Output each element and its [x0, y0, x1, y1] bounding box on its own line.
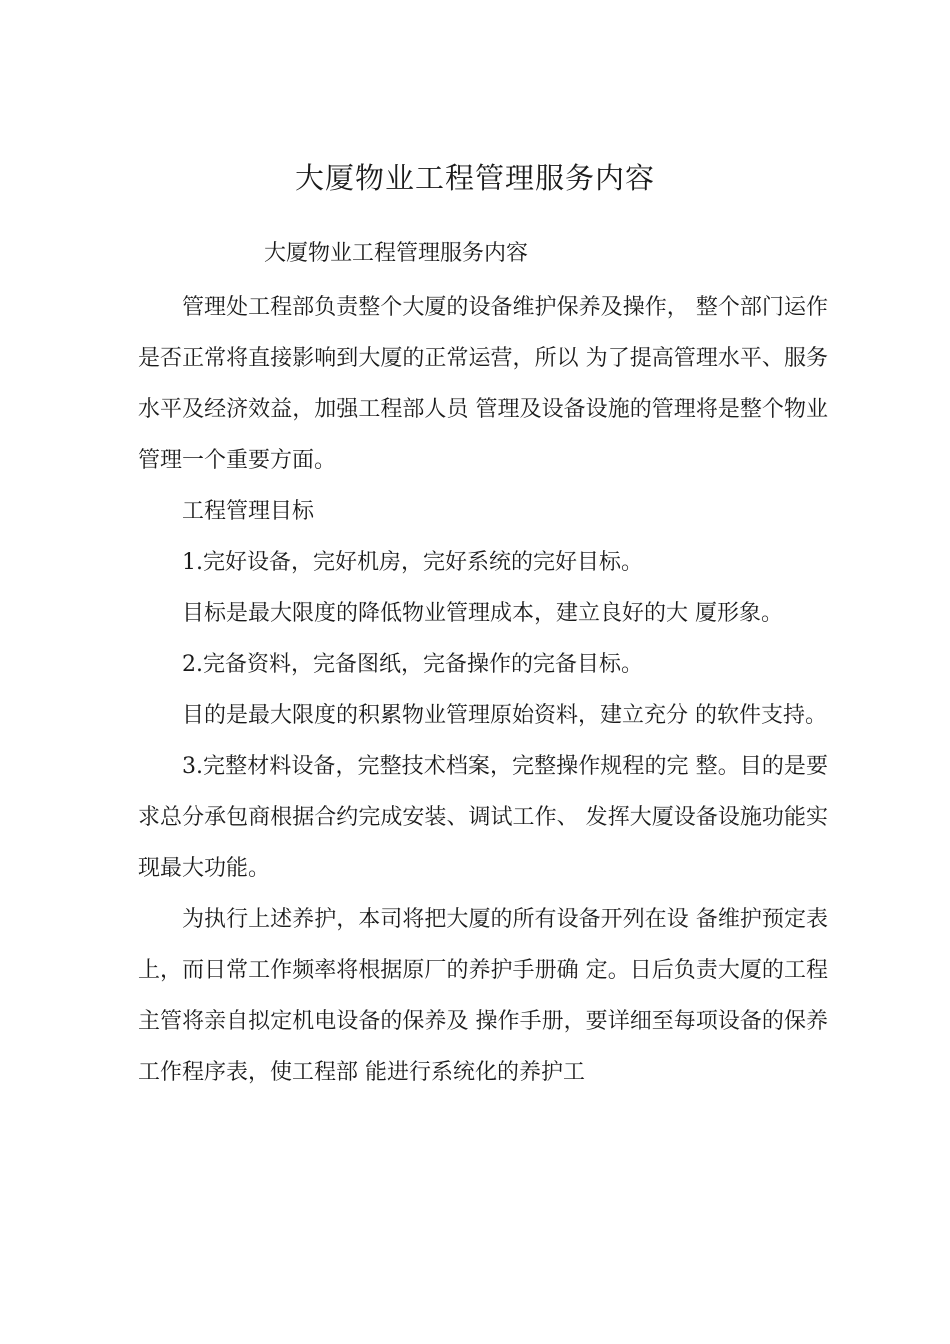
goal-2-paragraph: 2.完备资料，完备图纸，完备操作的完备目标。: [182, 652, 643, 677]
intro-paragraph: 管理处工程部负责整个大厦的设备维护保养及操作， 整个部门运作是否正常将直接影响到大厦的正常运营，所以 为了提高管理水平、服务水平及经济效益，加强工程部人员 管理及设备设施的管理将是整个物业管理一个重要方面。: [138, 295, 828, 473]
document-title: 大厦物业工程管理服务内容: [294, 161, 655, 195]
document-body: [138, 228, 828, 1098]
subtitle-paragraph: 大厦物业工程管理服务内容: [264, 241, 529, 266]
goal-2-explanation: 目的是最大限度的积累物业管理原始资料，建立充分 的软件支持。: [182, 703, 827, 728]
section-heading: 工程管理目标: [182, 499, 315, 524]
maintenance-paragraph: 为执行上述养护，本司将把大厦的所有设备开列在设 备维护预定表上，而日常工作频率将根据原厂的养护手册确 定。日后负责大厦的工程主管将亲自拟定机电设备的保养及 操作手册，要详细至每项设备的保养工作程序表，使工程部 能进行系统化的养护工: [138, 907, 828, 1085]
goal-3-paragraph: 3.完整材料设备，完整技术档案，完整操作规程的完 整。目的是要求总分承包商根据合约完成安装、调试工作、 发挥大厦设备设施功能实现最大功能。: [138, 754, 828, 881]
goal-1-explanation: 目标是最大限度的降低物业管理成本，建立良好的大 厦形象。: [182, 601, 783, 626]
goal-1-paragraph: 1.完好设备，完好机房，完好系统的完好目标。: [182, 550, 643, 575]
